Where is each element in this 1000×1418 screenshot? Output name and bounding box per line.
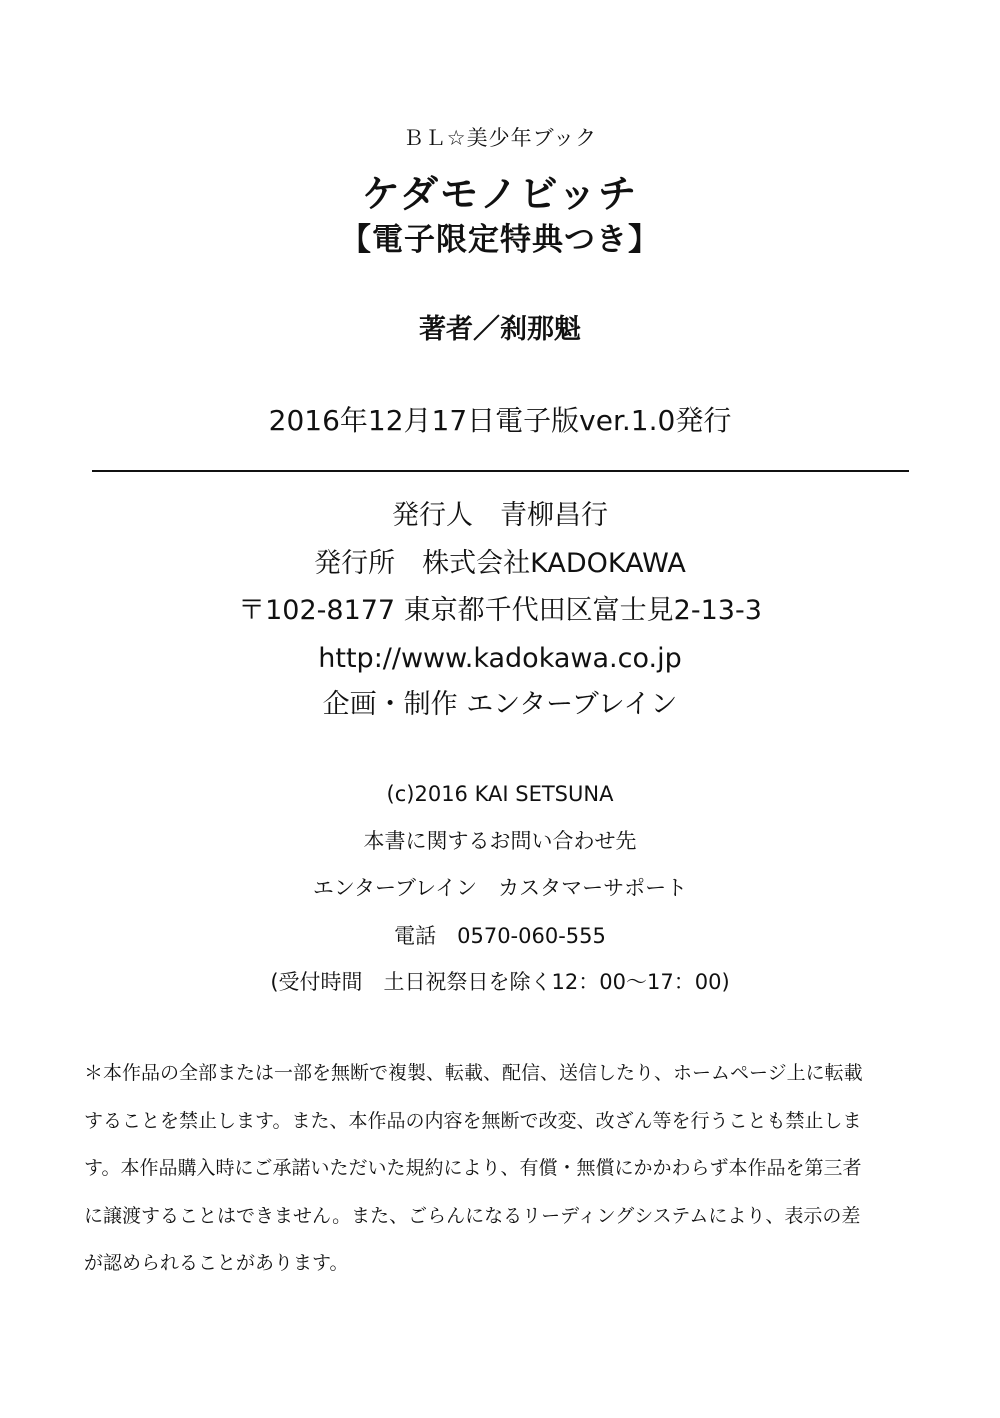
book-subtitle: 【電子限定特典つき】 (340, 222, 660, 258)
notice-line: ＊本作品の全部または一部を無断で複製、転載、配信、送信したり、ホームページ上に転載 (84, 1062, 863, 1084)
copyright-line: (c)2016 KAI SETSUNA (386, 782, 614, 806)
copyright-notice (84, 1050, 924, 1288)
author-line: 著者／刹那魁 (419, 314, 581, 345)
book-title: ケダモノビッチ (361, 172, 639, 216)
inquiry-heading: 本書に関するお問い合わせ先 (363, 829, 637, 853)
address-line: 〒102-8177 東京都千代田区富士見2-13-3 (238, 595, 762, 626)
notice-line: す。本作品購入時にご承諾いただいた規約により、有償・無償にかかわらず本作品を第三者 (84, 1157, 862, 1179)
publisher-line: 発行人 青柳昌行 (392, 500, 608, 531)
company-line: 発行所 株式会社KADOKAWA (314, 548, 686, 579)
phone-line: 電話 0570-060-555 (394, 924, 606, 948)
hours-line: (受付時間 土日祝祭日を除く12：00～17：00) (270, 970, 730, 994)
divider-rule (92, 470, 909, 472)
notice-line: に譲渡することはできません。また、ごらんになるリーディングシステムにより、表示の差 (84, 1204, 861, 1227)
website-link[interactable]: http://www.kadokawa.co.jp (318, 643, 682, 674)
publication-date: 2016年12月17日電子版ver.1.0発行 (268, 404, 732, 437)
series-label: ＢＬ☆美少年ブック (402, 126, 598, 150)
support-line: エンターブレイン カスタマーサポート (312, 876, 688, 900)
notice-line: することを禁止します。また、本作品の内容を無断で改変、改ざん等を行うことも禁止しま (84, 1109, 862, 1132)
notice-line: が認められることがあります。 (84, 1252, 349, 1274)
production-line: 企画・制作 エンターブレイン (322, 689, 678, 720)
